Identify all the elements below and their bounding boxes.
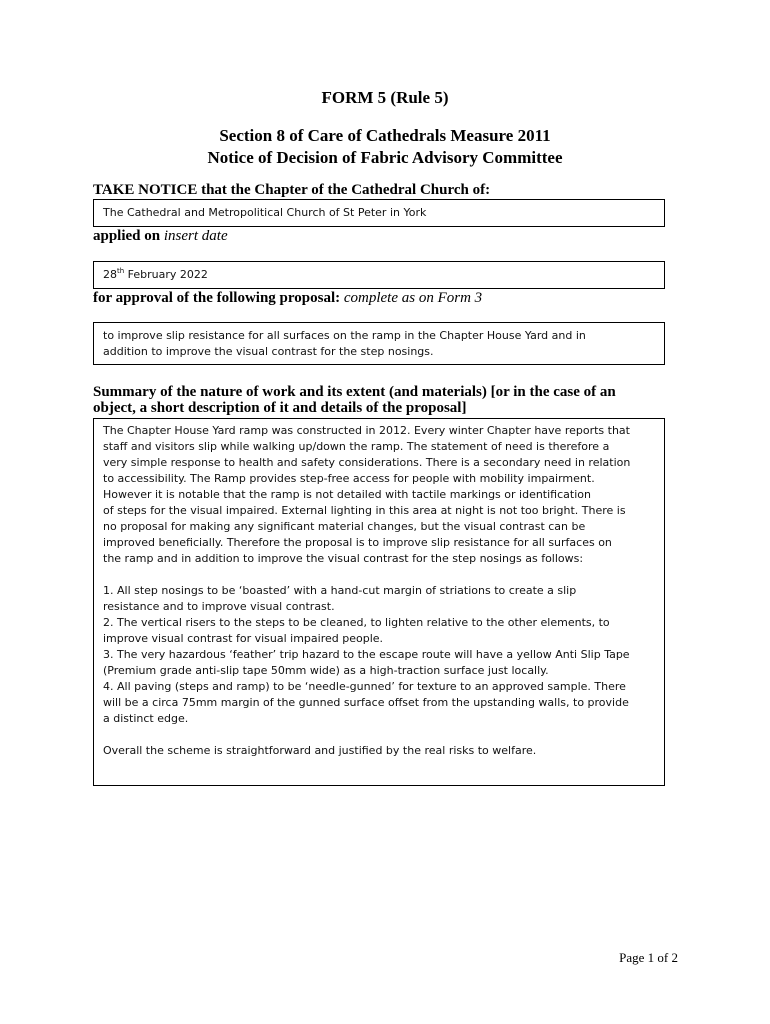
summary-line: will be a circa 75mm margin of the gunned surface offset from the upstanding walls, to provide [103,696,629,709]
summary-line: a distinct edge. [103,712,189,725]
summary-line: improved beneficially. Therefore the proposal is to improve slip resistance for all surfaces on [103,536,612,549]
section-title-line2: Notice of Decision of Fabric Advisory Committee [207,148,563,167]
take-notice-label: TAKE NOTICE that the Chapter of the Cathedral Church of: [93,182,491,198]
summary-line: no proposal for making any significant material changes, but the visual contrast can be [103,520,586,533]
summary-line: 4. All paving (steps and ramp) to be ‘needle-gunned’ for texture to an approved sample. There [103,680,626,693]
summary-title-line2: object, a short description of it and details of the proposal] [93,400,467,416]
summary-line: 1. All step nosings to be ‘boasted’ with a hand-cut margin of striations to create a slip [103,584,577,597]
summary-line: (Premium grade anti-slip tape 50mm wide) as a high-traction surface just locally. [103,664,549,677]
summary-line: the ramp and in addition to improve the visual contrast for the step nosings as follows: [103,552,584,565]
summary-line: The Chapter House Yard ramp was constructed in 2012. Every winter Chapter have reports that [103,424,630,437]
summary-line: improve visual contrast for visual impaired people. [103,632,384,645]
summary-title [93,384,673,416]
summary-line: very simple response to health and safety considerations. There is a secondary need in relation [103,456,631,469]
summary-line: resistance and to improve visual contrast. [103,600,335,613]
summary-line: to accessibility. The Ramp provides step-free access for people with mobility impairment. [103,472,595,485]
cathedral-name-value: The Cathedral and Metropolitical Church of St Peter in York [103,206,427,219]
proposal-hint: complete as on Form 3 [343,290,483,306]
summary-line: 2. The vertical risers to the steps to be cleaned, to lighten relative to the other elements, to [103,616,610,629]
summary-line: However it is notable that the ramp is not detailed with tactile markings or identification [103,488,591,501]
section-title-line1: Section 8 of Care of Cathedrals Measure 2011 [219,126,551,145]
proposal-text: for approval of the following proposal: [93,290,341,306]
summary-line: staff and visitors slip while walking up/down the ramp. The statement of need is therefore a [103,440,610,453]
applied-date-field[interactable] [93,261,665,289]
summary-line: 3. The very hazardous ‘feather’ trip hazard to the escape route will have a yellow Anti Slip Tape [103,648,630,661]
summary-paragraph-2 [103,583,655,727]
applied-on-text: applied on [93,228,161,244]
summary-paragraph-1 [103,423,655,567]
applied-on-label [93,228,228,245]
applied-date-value: 28th February 2022 [103,267,208,281]
summary-line: of steps for the visual impaired. External lighting in this area at night is not too bright. There is [103,504,626,517]
section-title [0,125,770,169]
proposal-line1: to improve slip resistance for all surfaces on the ramp in the Chapter House Yard and in [103,329,586,342]
proposal-label [93,290,482,307]
applied-on-hint: insert date [163,228,228,244]
proposal-field[interactable] [93,322,665,365]
cathedral-name-field[interactable] [93,199,665,227]
summary-paragraph-3: Overall the scheme is straightforward and justified by the real risks to welfare. [103,744,537,757]
page-number: Page 1 of 2 [619,950,678,965]
form-title: FORM 5 (Rule 5) [321,88,449,107]
summary-field[interactable] [93,418,665,786]
summary-title-line1: Summary of the nature of work and its extent (and materials) [or in the case of an [93,384,616,400]
proposal-line2: addition to improve the visual contrast for the step nosings. [103,345,434,358]
